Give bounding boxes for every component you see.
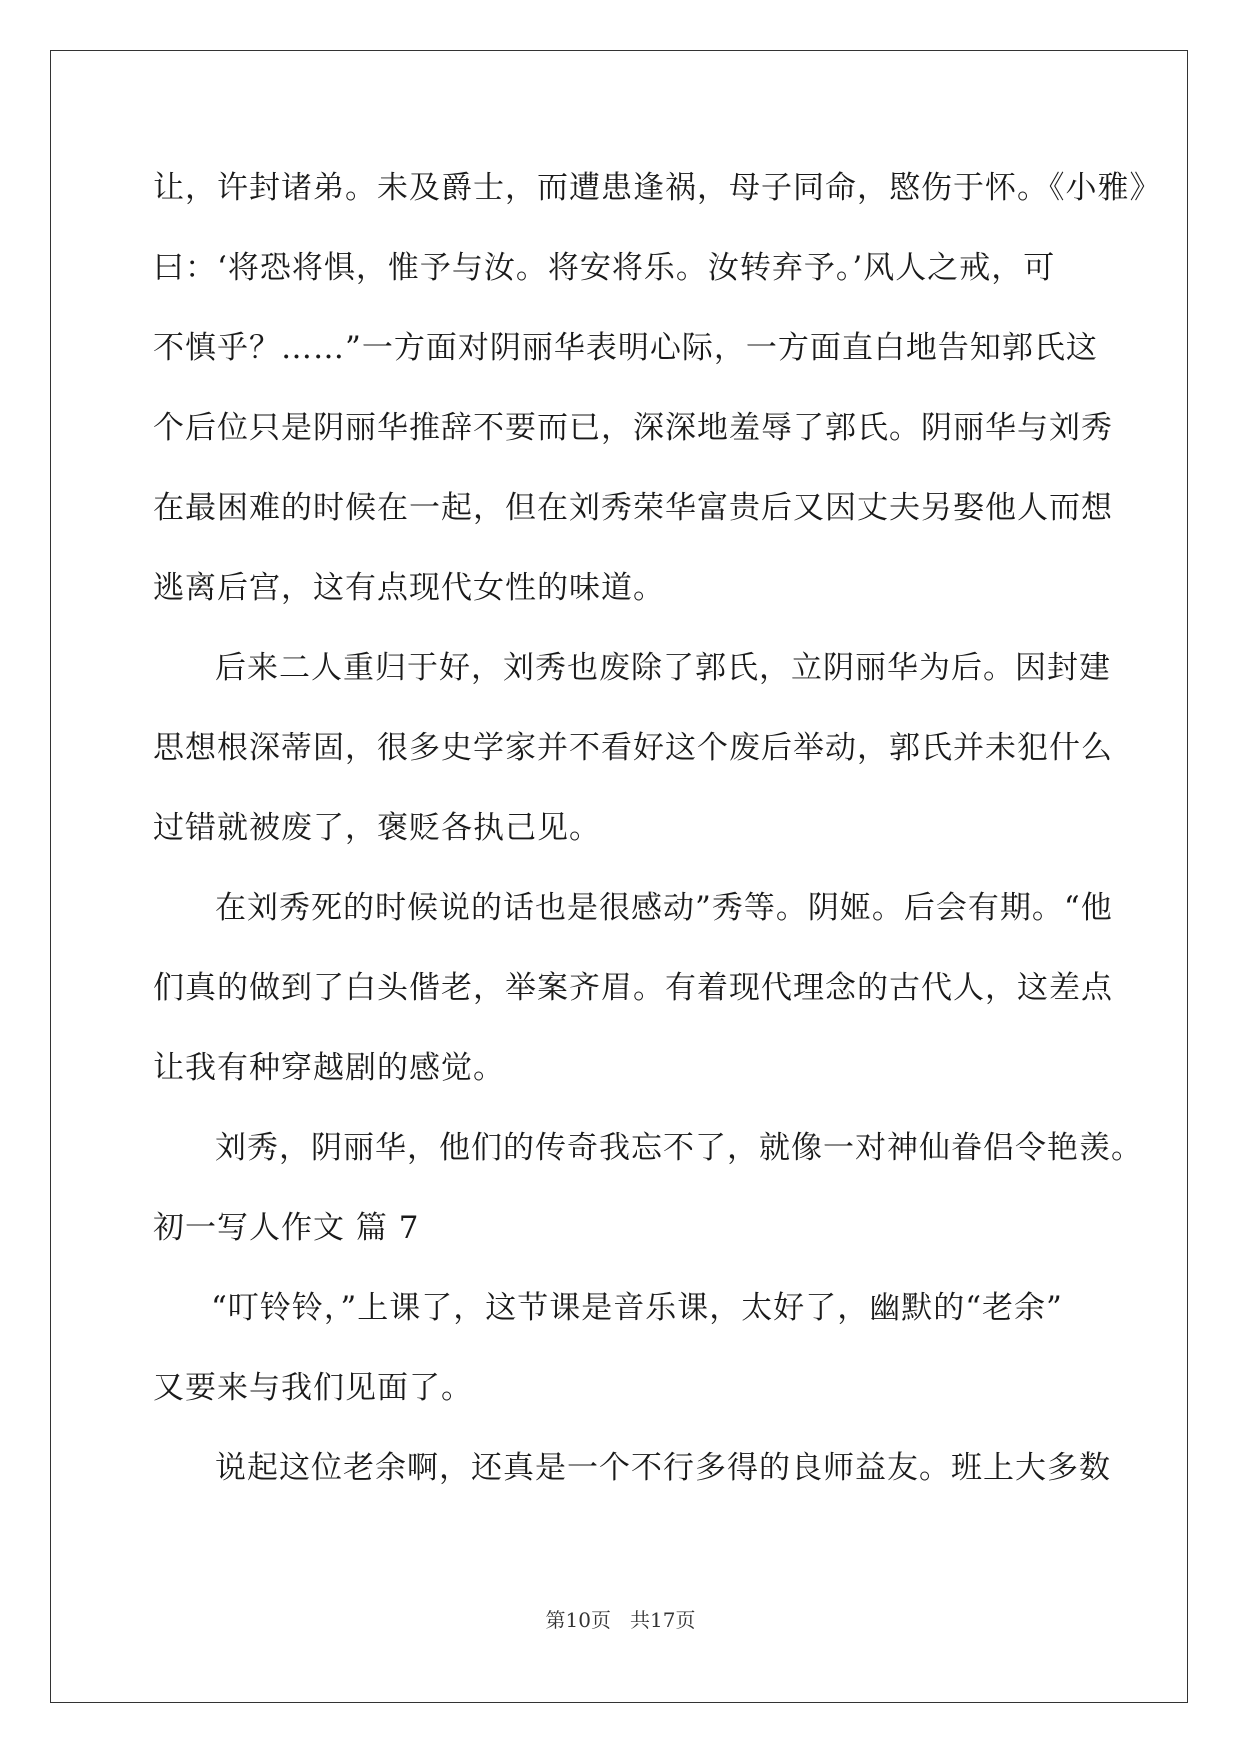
paragraph-start-line: 刘秀，阴丽华，他们的传奇我忘不了，就像一对神仙眷侣令艳羡。 xyxy=(215,1130,1143,1166)
paragraph-start-line: 在刘秀死的时候说的话也是很感动”秀等。阴姬。后会有期。“他 xyxy=(215,890,1113,926)
text-line: 逃离后宫，这有点现代女性的味道。 xyxy=(153,570,665,606)
paragraph-start-line: 后来二人重归于好，刘秀也废除了郭氏，立阴丽华为后。因封建 xyxy=(215,650,1111,686)
document-body xyxy=(153,148,1162,1508)
text-line: 让我有种穿越剧的感觉。 xyxy=(153,1050,505,1086)
text-line: 思想根深蒂固，很多史学家并不看好这个废后举动，郭氏并未犯什么 xyxy=(153,730,1113,766)
text-line: 在最困难的时候在一起，但在刘秀荣华富贵后又因丈夫另娶他人而想 xyxy=(153,490,1113,526)
page-footer xyxy=(0,1604,1241,1633)
paragraph-start-line: “叮铃铃，”上课了，这节课是音乐课，太好了，幽默的“老余” xyxy=(211,1290,1063,1326)
paragraph-start-line: 说起这位老余啊，还真是一个不行多得的良师益友。班上大多数 xyxy=(215,1450,1111,1486)
page-number: 第10页 xyxy=(545,1608,611,1632)
text-line: 们真的做到了白头偕老，举案齐眉。有着现代理念的古代人，这差点 xyxy=(153,970,1113,1006)
text-line: 让，许封诸弟。未及爵士，而遭患逢祸，母子同命，愍伤于怀。《小雅》 xyxy=(153,170,1162,206)
section-heading: 初一写人作文 篇 7 xyxy=(153,1210,420,1246)
text-line: 曰：‘将恐将惧，惟予与汝。将安将乐。汝转弃予。’风人之戒，可 xyxy=(153,250,1056,286)
text-line: 过错就被废了，褒贬各执己见。 xyxy=(153,810,601,846)
text-line: 个后位只是阴丽华推辞不要而已，深深地羞辱了郭氏。阴丽华与刘秀 xyxy=(153,410,1113,446)
page-total: 共17页 xyxy=(630,1608,696,1632)
text-line: 不慎乎？……”一方面对阴丽华表明心际，一方面直白地告知郭氏这 xyxy=(153,330,1098,366)
text-line: 又要来与我们见面了。 xyxy=(153,1370,473,1406)
